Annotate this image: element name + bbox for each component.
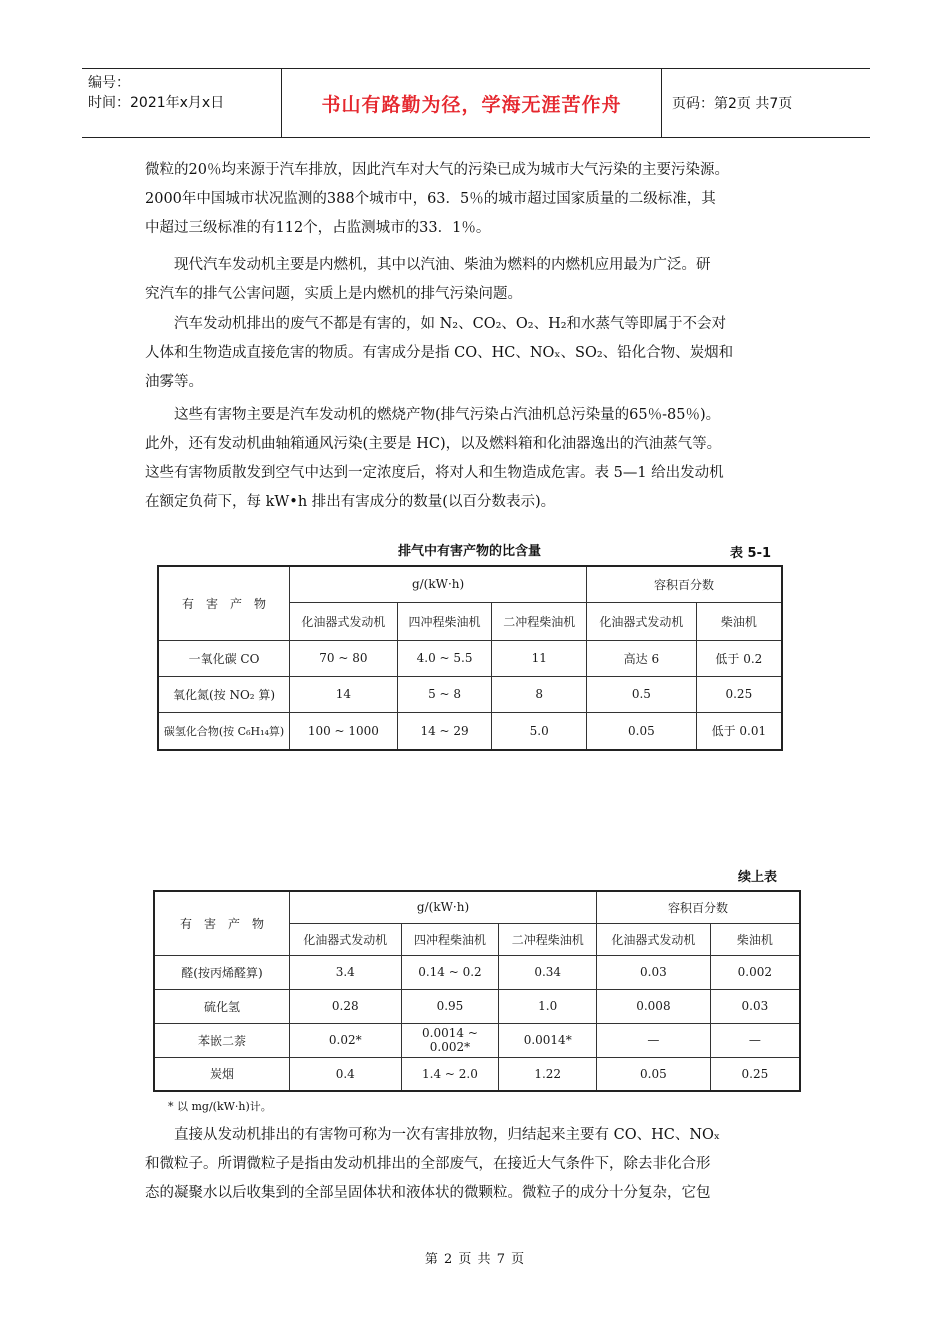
table-cell: 0.0014 ~ 0.002* bbox=[401, 1023, 499, 1057]
table1-row-header: 有 害 产 物 bbox=[158, 566, 290, 640]
table2-col-header: 二冲程柴油机 bbox=[499, 923, 597, 955]
table-cell: 0.03 bbox=[710, 989, 800, 1023]
table-cell: 0.25 bbox=[710, 1057, 800, 1091]
table1 bbox=[157, 565, 783, 751]
table-cell: 0.95 bbox=[401, 989, 499, 1023]
code-label: 编号： bbox=[88, 75, 130, 91]
table-row bbox=[158, 676, 782, 712]
header-meta bbox=[82, 69, 282, 137]
table-row bbox=[154, 1057, 800, 1091]
text-line: 直接从发动机排出的有害物可称为一次有害排放物，归结起来主要有 CO、HC、NOₓ bbox=[145, 1127, 721, 1143]
table-cell: 0.03 bbox=[597, 955, 711, 989]
text-line: 此外，还有发动机曲轴箱通风污染(主要是 HC)，以及燃料箱和化油器逸出的汽油蒸气等。 bbox=[145, 436, 722, 452]
text-line: 究汽车的排气公害问题，实质上是内燃机的排气污染问题。 bbox=[145, 286, 522, 302]
table-row bbox=[158, 712, 782, 750]
table-cell: 炭烟 bbox=[154, 1057, 289, 1091]
table2-row-header: 有 害 产 物 bbox=[154, 891, 289, 955]
paragraph-4 bbox=[145, 401, 810, 517]
table1-col-header: 柴油机 bbox=[696, 602, 782, 640]
table-cell: 0.008 bbox=[597, 989, 711, 1023]
motto: 书山有路勤为径，学海无涯苦作舟 bbox=[321, 93, 622, 116]
table2-footnote: * 以 mg/(kW·h)计。 bbox=[168, 1100, 272, 1113]
table2-tag: 续上表 bbox=[738, 870, 778, 885]
table-cell: 碳氢化合物(按 C₆H₁₄算) bbox=[158, 712, 290, 750]
table1-title: 排气中有害产物的比含量 bbox=[398, 544, 542, 559]
table1-tag: 表 5-1 bbox=[730, 546, 772, 561]
table-cell: 醛(按丙烯醛算) bbox=[154, 955, 289, 989]
table-cell: 氧化氮(按 NO₂ 算) bbox=[158, 676, 290, 712]
text-line: 中超过三级标准的有112个，占监测城市的33．1％。 bbox=[145, 220, 491, 236]
table-cell: 0.28 bbox=[289, 989, 401, 1023]
page-footer: 第 2 页 共 7 页 bbox=[424, 1252, 526, 1267]
table-cell: 0.002 bbox=[710, 955, 800, 989]
table1-col-header: 化油器式发动机 bbox=[290, 602, 398, 640]
table-cell: 苯嵌二萘 bbox=[154, 1023, 289, 1057]
table-row bbox=[154, 955, 800, 989]
table-cell: 1.22 bbox=[499, 1057, 597, 1091]
table-cell: 0.02* bbox=[289, 1023, 401, 1057]
table2-group-gkwh: g/(kW·h) bbox=[289, 891, 596, 923]
table-cell: — bbox=[710, 1023, 800, 1057]
table-cell: 0.14 ~ 0.2 bbox=[401, 955, 499, 989]
text-line: 人体和生物造成直接危害的物质。有害成分是指 CO、HC、NOₓ、SO₂、铅化合物、炭烟和 bbox=[145, 345, 734, 361]
table1-group-gkwh: g/(kW·h) bbox=[290, 566, 587, 602]
table-cell: 0.4 bbox=[289, 1057, 401, 1091]
text-line: 汽车发动机排出的废气不都是有害的，如 N₂、CO₂、O₂、H₂和水蒸气等即属于不会对 bbox=[145, 316, 727, 332]
table-cell: 0.05 bbox=[587, 712, 697, 750]
paragraph-3 bbox=[145, 310, 810, 397]
table-cell: 5.0 bbox=[492, 712, 587, 750]
table-cell: 低于 0.2 bbox=[696, 640, 782, 676]
paragraph-1 bbox=[145, 156, 810, 243]
table-cell: 0.05 bbox=[597, 1057, 711, 1091]
table-cell: 1.0 bbox=[499, 989, 597, 1023]
table-cell: 高达 6 bbox=[587, 640, 697, 676]
table2-col-header: 柴油机 bbox=[710, 923, 800, 955]
paragraph-2 bbox=[145, 251, 810, 309]
table-cell: 低于 0.01 bbox=[696, 712, 782, 750]
table-cell: — bbox=[597, 1023, 711, 1057]
table1-col-header: 二冲程柴油机 bbox=[492, 602, 587, 640]
table-cell: 硫化氢 bbox=[154, 989, 289, 1023]
table1-group-volume: 容积百分数 bbox=[587, 566, 782, 602]
text-line: 和微粒子。所谓微粒子是指由发动机排出的全部废气，在接近大气条件下，除去非化合形 bbox=[145, 1156, 711, 1172]
table-row bbox=[154, 989, 800, 1023]
table-cell: 0.34 bbox=[499, 955, 597, 989]
table-cell: 70 ~ 80 bbox=[290, 640, 398, 676]
table-cell: 0.0014* bbox=[499, 1023, 597, 1057]
table-cell: 11 bbox=[492, 640, 587, 676]
header-motto-cell bbox=[282, 69, 662, 137]
table-cell: 14 ~ 29 bbox=[397, 712, 492, 750]
table1-col-header: 化油器式发动机 bbox=[587, 602, 697, 640]
table1-col-header: 四冲程柴油机 bbox=[397, 602, 492, 640]
table2-group-volume: 容积百分数 bbox=[597, 891, 800, 923]
text-line: 态的凝聚水以后收集到的全部呈固体状和液体状的微颗粒。微粒子的成分十分复杂，它包 bbox=[145, 1185, 711, 1201]
text-line: 现代汽车发动机主要是内燃机，其中以汽油、柴油为燃料的内燃机应用最为广泛。研 bbox=[145, 257, 711, 273]
table-row bbox=[158, 640, 782, 676]
table2-col-header: 化油器式发动机 bbox=[289, 923, 401, 955]
table2 bbox=[153, 890, 801, 1092]
text-line: 在额定负荷下，每 kW•h 排出有害成分的数量(以百分数表示)。 bbox=[145, 494, 556, 510]
header-page-label: 页码：第2页 共7页 bbox=[672, 96, 793, 112]
table-cell: 1.4 ~ 2.0 bbox=[401, 1057, 499, 1091]
text-line: 油雾等。 bbox=[145, 374, 203, 390]
table-cell: 0.5 bbox=[587, 676, 697, 712]
table-cell: 4.0 ~ 5.5 bbox=[397, 640, 492, 676]
table-cell: 一氧化碳 CO bbox=[158, 640, 290, 676]
table-cell: 3.4 bbox=[289, 955, 401, 989]
table-cell: 0.25 bbox=[696, 676, 782, 712]
paragraph-5 bbox=[145, 1121, 810, 1208]
table-cell: 100 ~ 1000 bbox=[290, 712, 398, 750]
table-cell: 5 ~ 8 bbox=[397, 676, 492, 712]
page-header bbox=[82, 68, 870, 138]
table2-col-header: 四冲程柴油机 bbox=[401, 923, 499, 955]
table2-col-header: 化油器式发动机 bbox=[597, 923, 711, 955]
table-cell: 14 bbox=[290, 676, 398, 712]
text-line: 这些有害物主要是汽车发动机的燃烧产物(排气污染占汽油机总污染量的65％-85％)。 bbox=[145, 407, 721, 423]
text-line: 微粒的20％均来源于汽车排放，因此汽车对大气的污染已成为城市大气污染的主要污染源。 bbox=[145, 162, 729, 178]
table-cell: 8 bbox=[492, 676, 587, 712]
text-line: 这些有害物质散发到空气中达到一定浓度后，将对人和生物造成危害。表 5—1 给出发动机 bbox=[145, 465, 724, 481]
time-label: 时间：2021年x月x日 bbox=[88, 95, 225, 111]
text-line: 2000年中国城市状况监测的388个城市中，63．5％的城市超过国家质量的二级标准，其 bbox=[145, 191, 716, 207]
table-row bbox=[154, 1023, 800, 1057]
